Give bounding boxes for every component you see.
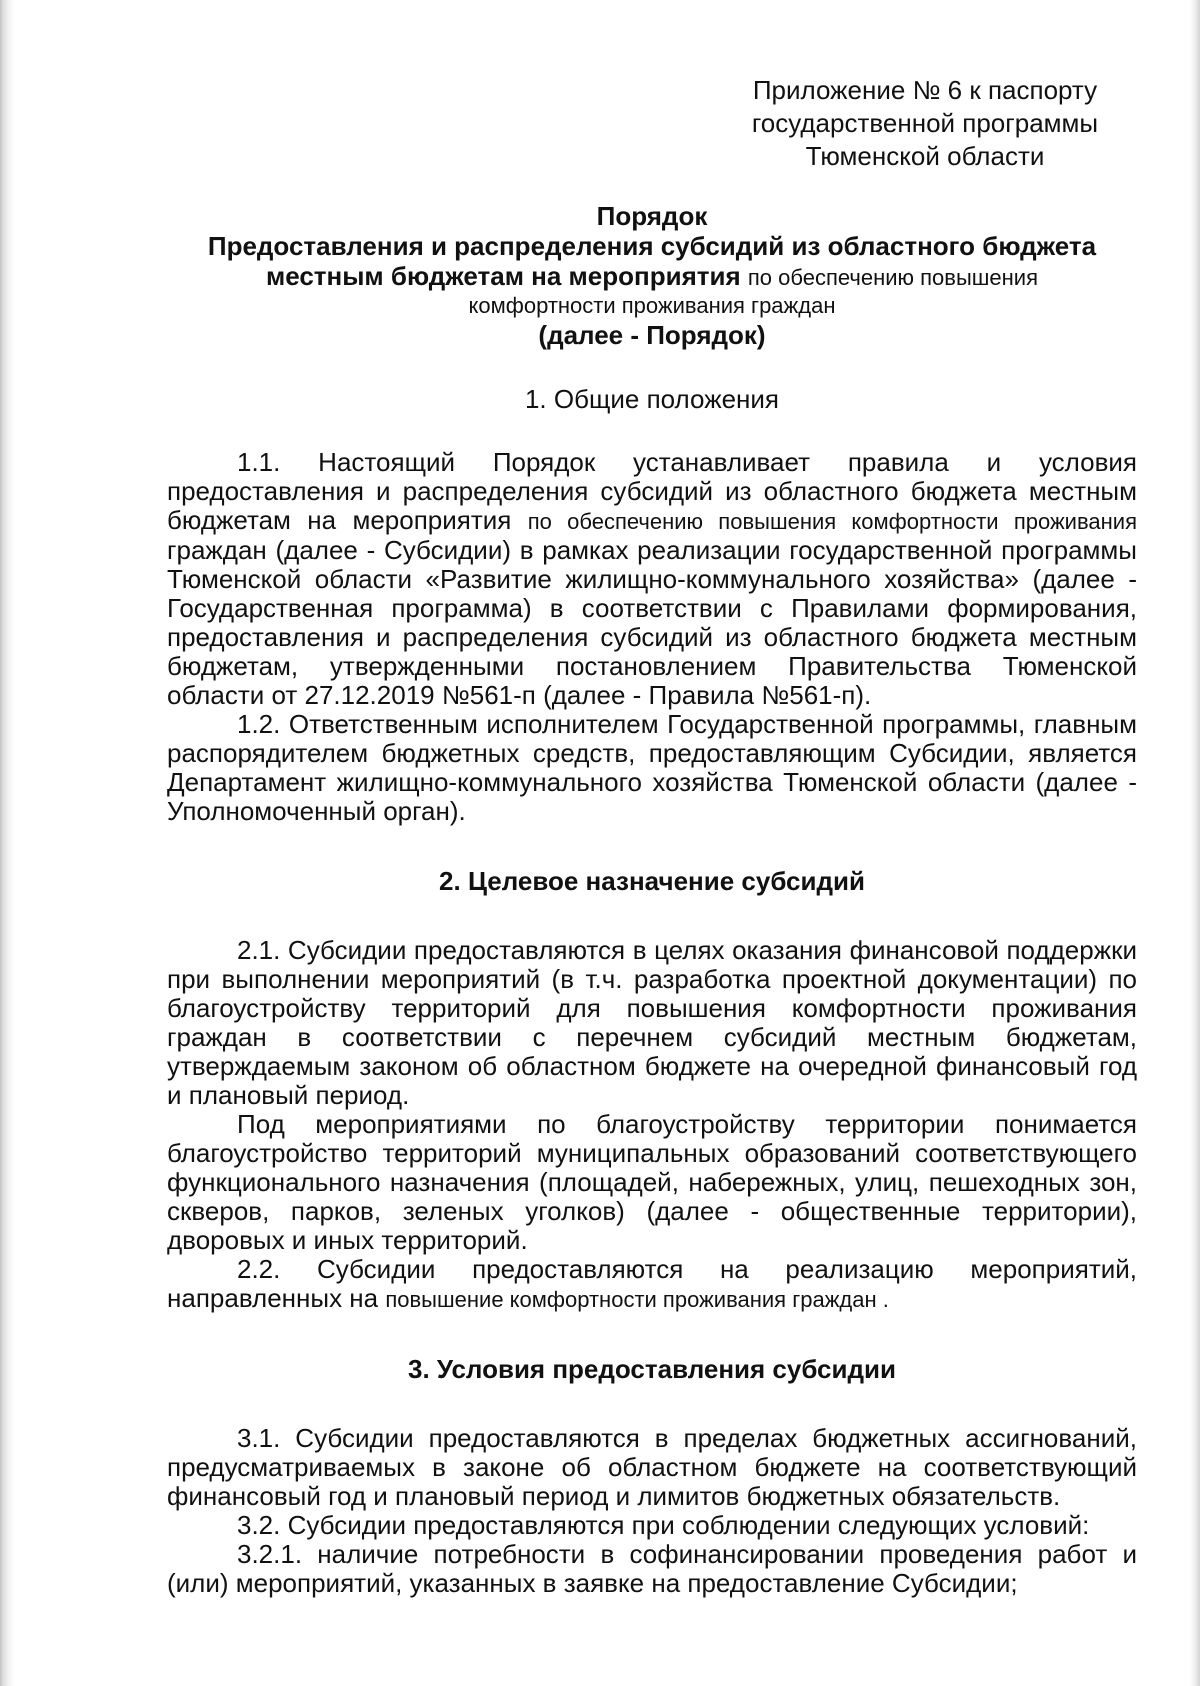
title-line-5: (далее - Порядок) [538, 320, 766, 350]
paragraph-3-2: 3.2. Субсидии предоставляются при соблюдении следующих условий: [237, 1510, 1090, 1540]
document-body [167, 74, 1137, 1598]
section-3-heading: 3. Условия предоставления субсидии [408, 1354, 896, 1384]
title-line-4: комфортности проживания граждан [468, 293, 836, 318]
paragraph-2-2 [167, 1255, 1137, 1314]
title-line-3-small: по обеспечению повышения [747, 265, 1039, 290]
paragraph-2-2-part-a: 2.2. Субсидии предоставляются на реализацию мероприятий, направленных на [167, 1254, 1137, 1313]
paragraph-1-2: 1.2. Ответственным исполнителем Государственной программы, главным распорядителем бюджетных средств, предоставляющим Субсидии, является Департамент жилищно-коммунального хозяйства Тюменской области (далее - Уполномоченный орган). [167, 709, 1137, 826]
paragraph-2-2-part-b: повышение комфортности проживания граждан . [385, 1287, 889, 1312]
paragraph-1-1-part-c: граждан (далее - Субсидии) в рамках реализации государственной программы Тюменской области «Развитие жилищно-коммунального хозяйства» (далее - Государственная программа) в соответствии с Правилами формирования, предоставления и распределения субсидий из областного бюджета местным бюджетам, утвержденными постановлением Правительства Тюменской области от 27.12.2019 №561-п (далее - Правила №561-п). [167, 535, 1137, 710]
annex-note [725, 74, 1125, 173]
paragraph-3-1: 3.1. Субсидии предоставляются в пределах бюджетных ассигнований, предусматриваемых в законе об областном бюджете на соответствующий финансовый год и плановый период и лимитов бюджетных обязательств. [167, 1423, 1137, 1511]
paragraph-2-1-b: Под мероприятиями по благоустройству территории понимается благоустройство территорий муниципальных образований соответствующего функционального назначения (площадей, набережных, улиц, пешеходных зон, скверов, парков, зеленых уголков) (далее - общественные территории), дворовых и иных территорий. [167, 1109, 1137, 1255]
annex-line-1: Приложение № 6 к паспорту [752, 75, 1098, 105]
title-line-2: Предоставления и распределения субсидий из областного бюджета [207, 231, 1097, 261]
document-title [167, 201, 1137, 350]
title-line-3 [167, 261, 1137, 292]
paragraph-1-1-part-b: по обеспечению повышения комфортности проживания [527, 509, 1137, 534]
paragraph-2-1: 2.1. Субсидии предоставляются в целях оказания финансовой поддержки при выполнении мероприятий (в т.ч. разработка проектной документации) по благоустройству территорий для повышения комфортности проживания граждан в соответствии с перечнем субсидий местным бюджетам, утверждаемым законом об областном бюджете на очередной финансовый год и плановый период. [167, 935, 1137, 1110]
paragraph-1-1 [167, 448, 1137, 710]
annex-line-2: государственной программы [751, 108, 1099, 138]
paragraph-1-1-part-a: 1.1. Настоящий Порядок устанавливает правила и условия предоставления и распределения субсидий из областного бюджета местным бюджетам на мероприятия [167, 447, 1137, 535]
title-line-3-bold: местным бюджетам на мероприятия [265, 261, 741, 291]
title-line-1: Порядок [596, 201, 708, 231]
annex-line-3: Тюменской области [805, 141, 1045, 171]
scan-edge-right [1190, 0, 1200, 1686]
scan-edge-left [0, 0, 14, 1686]
section-2-heading: 2. Целевое назначение субсидий [439, 866, 865, 896]
section-1-heading: 1. Общие положения [524, 384, 780, 414]
paragraph-3-2-1: 3.2.1. наличие потребности в софинансировании проведения работ и (или) мероприятий, указанных в заявке на предоставление Субсидии; [167, 1539, 1137, 1598]
